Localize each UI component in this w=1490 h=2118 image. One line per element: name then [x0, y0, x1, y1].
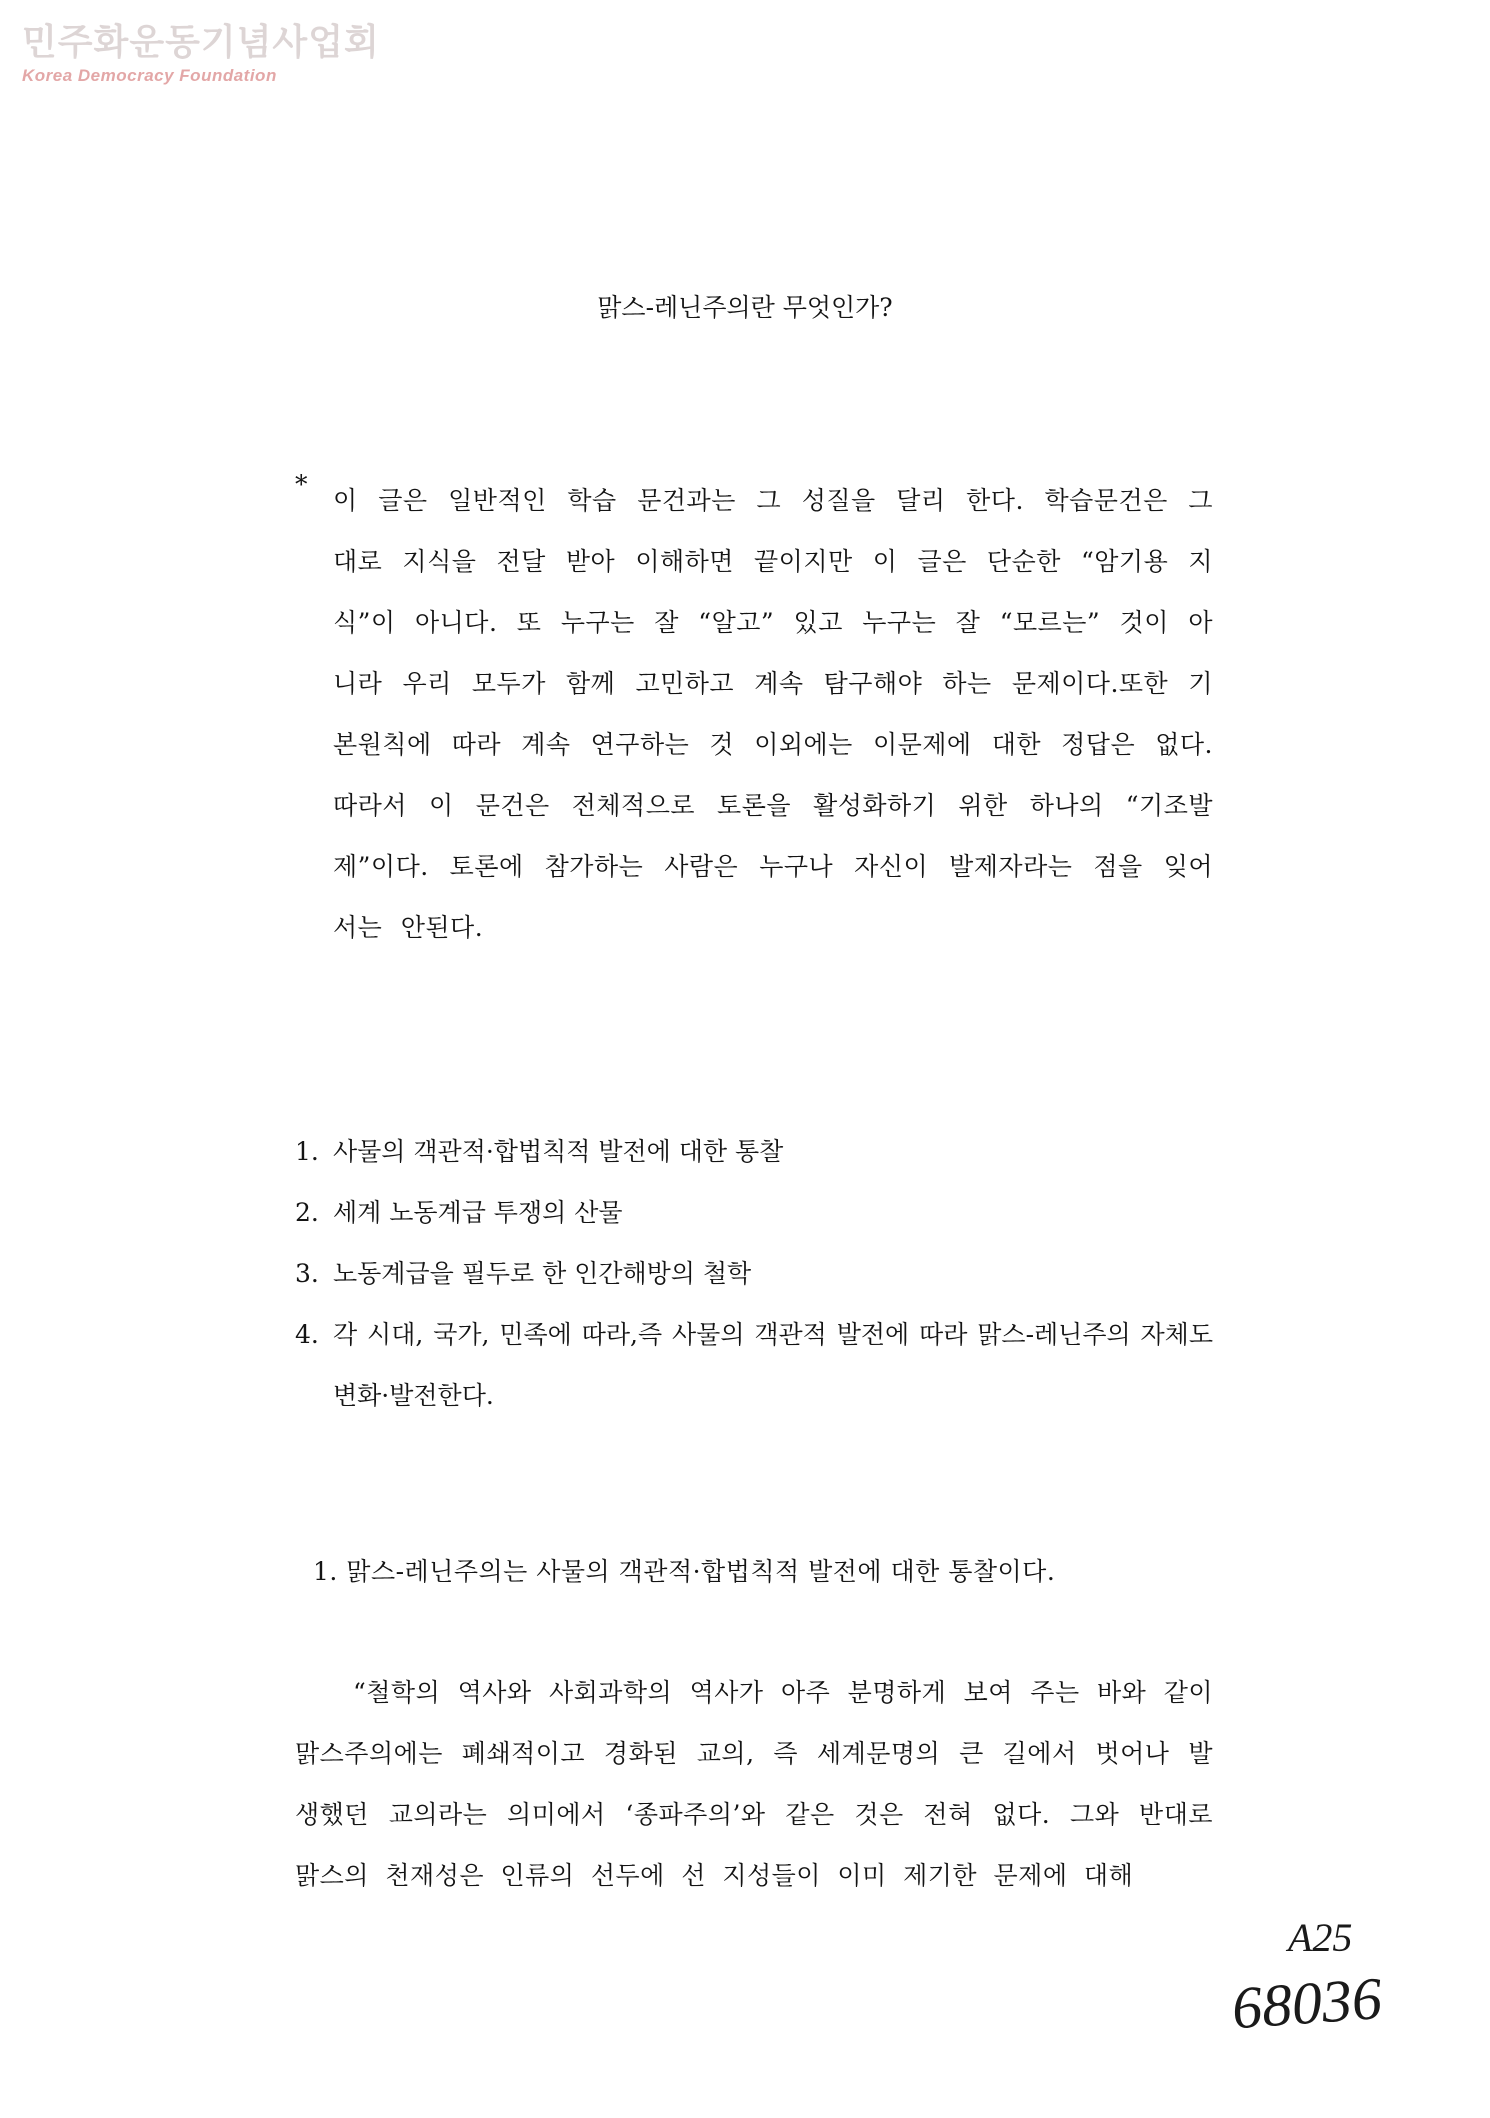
list-item [295, 1182, 1213, 1243]
list-item-number: 3. [295, 1259, 319, 1288]
list-item-number: 4. [295, 1320, 319, 1349]
watermark-logo [22, 22, 380, 86]
list-item-text: 각 시대, 국가, 민족에 따라,즉 사물의 객관적 발전에 따라 맑스-레닌주의 자체도 변화·발전한다. [333, 1320, 1213, 1410]
quote-paragraph: “철학의 역사와 사회과학의 역사가 아주 분명하게 보여 주는 바와 같이 맑스주의에는 폐쇄적이고 경화된 교의, 즉 세계문명의 큰 길에서 벗어나 발생했던 교의라는 의미에서 ‘종파주의’와 같은 것은 전혀 없다. 그와 반대로 맑스의 천재성은 인류의 선두에 선 지성들이 이미 제기한 문제에 대해 [295, 1678, 1213, 1890]
handwritten-line-2: 68036 [1230, 1965, 1384, 2042]
list-item-text: 노동계급을 필두로 한 인간해방의 철학 [333, 1259, 752, 1288]
note-paragraph: 이 글은 일반적인 학습 문건과는 그 성질을 달리 한다. 학습문건은 그대로 지식을 전달 받아 이해하면 끝이지만 이 글은 단순한 “암기용 지식”이 아니다. 또 누구는 잘 “알고” 있고 누구는 잘 “모르는” 것이 아니라 우리 모두가 함께 고민하고 계속 탐구해야 하는 문제이다.또한 기본원칙에 따라 계속 연구하는 것 이외에는 이문제에 대한 정답은 없다. 따라서 이 문건은 전체적으로 토론을 활성화하기 위한 하나의 “기조발제”이다. 토론에 참가하는 사람은 누구나 자신이 발제자라는 점을 잊어서는 안된다. [333, 486, 1213, 942]
list-item [295, 1121, 1213, 1182]
watermark-english-text: Korea Democracy Foundation [22, 66, 277, 85]
note-asterisk: * [295, 470, 308, 499]
list-item-text: 세계 노동계급 투쟁의 산물 [333, 1198, 623, 1227]
list-item-number: 1. [295, 1137, 319, 1166]
section-heading: 1. 맑스-레닌주의는 사물의 객관적·합법칙적 발전에 대한 통찰이다. [313, 1557, 1056, 1586]
list-item [295, 1243, 1213, 1304]
list-item-number: 2. [295, 1198, 319, 1227]
handwritten-line-1: A25 [1288, 1915, 1353, 1960]
watermark-korean-text: 민주화운동기념사업회 [22, 22, 380, 63]
handwritten-archive-number [1230, 1905, 1410, 2045]
list-item [295, 1304, 1213, 1426]
list-item-text: 사물의 객관적·합법칙적 발전에 대한 통찰 [333, 1137, 784, 1166]
summary-list [295, 1121, 1213, 1426]
intro-note [295, 470, 1213, 958]
document-title: 맑스-레닌주의란 무엇인가? [597, 293, 893, 322]
